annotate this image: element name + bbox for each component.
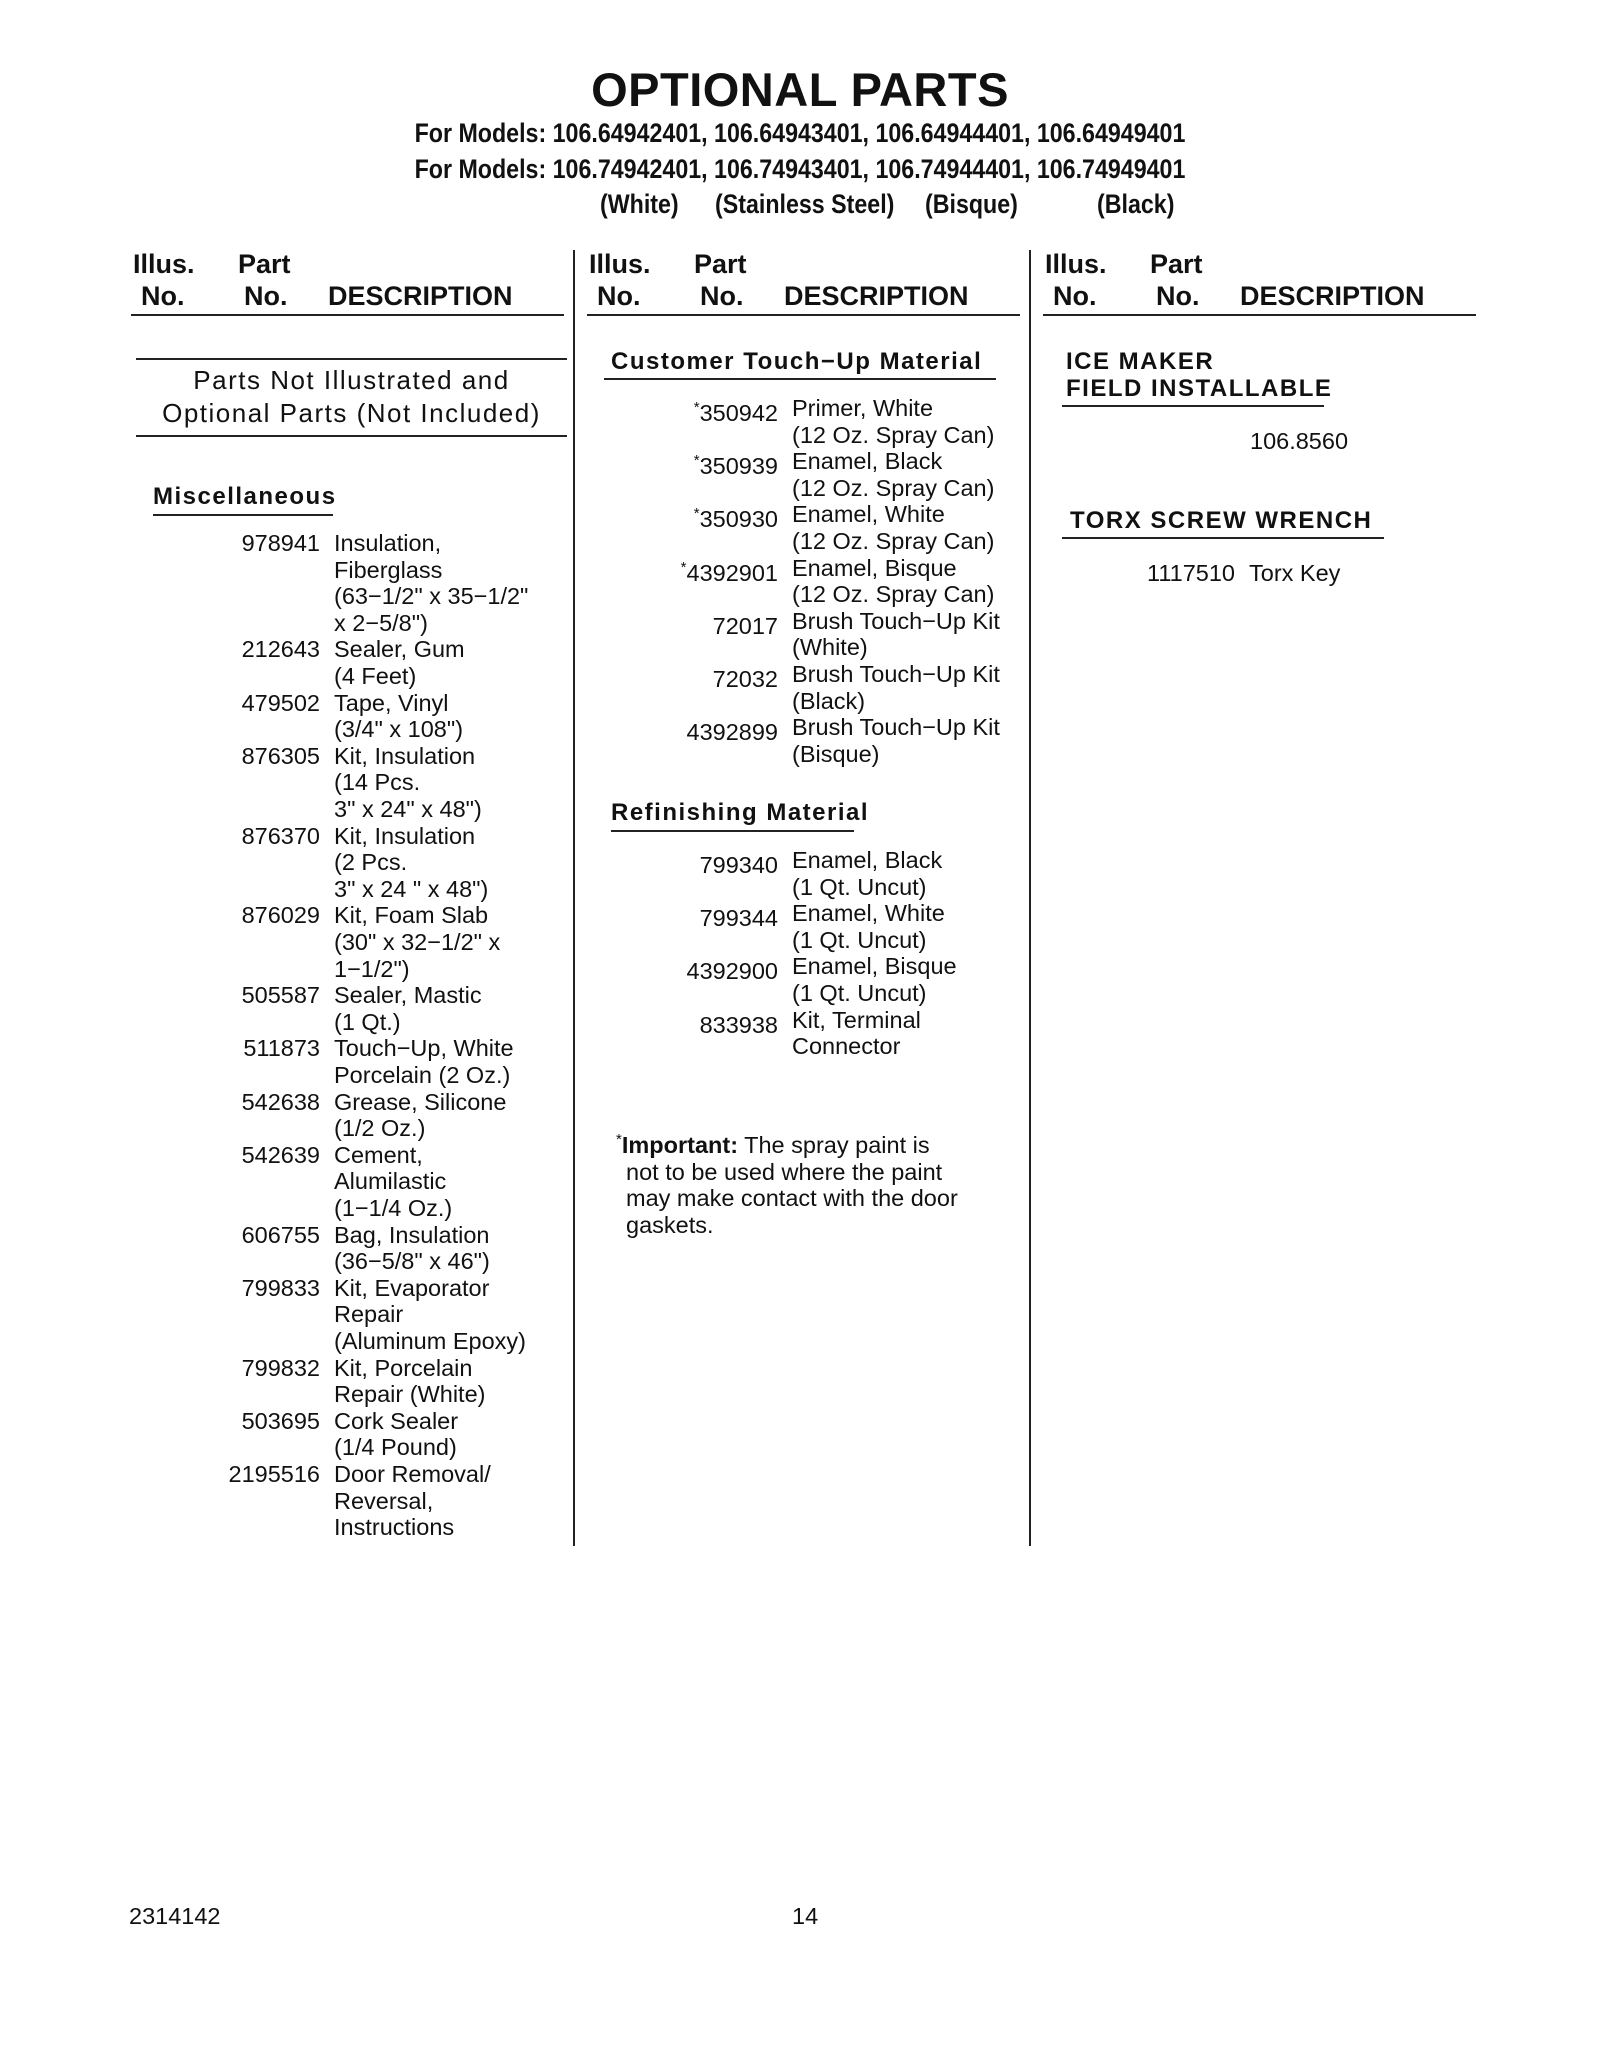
part-description — [334, 1142, 452, 1222]
asterisk-marker: * — [680, 558, 687, 576]
description-line: Door Removal/ — [334, 1461, 491, 1487]
description-line: Insulation, — [334, 530, 442, 556]
part-number-value: 505587 — [241, 982, 320, 1009]
description-line: Fiberglass — [334, 556, 443, 583]
models-line-2: For Models: 106.74942401, 106.74943401, 106.74944401, 106.74949401 — [414, 154, 1186, 184]
description-line: Repair (White) — [334, 1381, 486, 1408]
part-description — [334, 823, 488, 903]
description-line: (63−1/2" x 35−1/2" — [334, 583, 529, 610]
description-label: DESCRIPTION — [328, 281, 513, 311]
torx-wrench-heading: TORX SCREW WRENCH — [1070, 507, 1373, 534]
description-line: 3" x 24 " x 48") — [334, 875, 489, 902]
part-number — [242, 1408, 320, 1435]
description-line: (36−5/8" x 46") — [334, 1248, 490, 1275]
part-description — [792, 448, 994, 501]
part-number — [242, 1275, 320, 1302]
description-line: Enamel, Bisque — [792, 554, 957, 581]
document-number: 2314142 — [129, 1903, 221, 1929]
description-line: Brush Touch−Up Kit — [792, 714, 1000, 741]
part-number-value: 350942 — [699, 400, 778, 426]
description-line: (12 Oz. Spray Can) — [792, 421, 995, 448]
description-line: (12 Oz. Spray Can) — [792, 581, 995, 608]
description-line: Torx Key — [1249, 560, 1341, 586]
description-line: Porcelain (2 Oz.) — [334, 1061, 511, 1088]
part-number-value: 4392901 — [686, 559, 778, 586]
note-line-2: not to be used where the paint — [626, 1158, 943, 1185]
part-description — [334, 1408, 458, 1461]
finish-bisque: (Bisque) — [925, 189, 1018, 219]
part-number — [694, 501, 778, 533]
description-line: 1−1/2") — [334, 955, 410, 982]
part-number-value: 1117510 — [1147, 560, 1235, 586]
description-line: Brush Touch−Up Kit — [792, 661, 1000, 687]
boxed-title-top-rule — [136, 358, 567, 360]
important-note — [616, 1127, 958, 1238]
part-number — [700, 1007, 778, 1039]
description-line: Alumilastic — [334, 1168, 447, 1195]
illus-no-label: No. — [141, 281, 185, 311]
description-line: Kit, Foam Slab — [334, 902, 489, 929]
part-description — [334, 743, 482, 823]
part-number — [242, 1222, 320, 1249]
description-line: Enamel, White — [792, 900, 945, 927]
part-description — [334, 1089, 506, 1142]
miscellaneous-heading: Miscellaneous — [153, 483, 337, 510]
part-description — [334, 530, 528, 636]
part-description — [792, 555, 994, 608]
part-description — [334, 1035, 514, 1088]
touch-up-rule — [604, 378, 996, 380]
header-rule-3 — [1043, 314, 1476, 316]
description-line: Brush Touch−Up Kit — [792, 607, 1000, 634]
part-number-value: 799832 — [241, 1354, 320, 1381]
description-line: (1/2 Oz.) — [334, 1115, 426, 1142]
asterisk-marker: * — [693, 399, 700, 416]
part-description — [334, 1355, 485, 1408]
description-line: (30" x 32−1/2" x — [334, 928, 501, 955]
part-number-value: 350939 — [699, 453, 778, 480]
description-line: Enamel, Black — [792, 448, 943, 475]
description-line: Bag, Insulation — [334, 1221, 490, 1248]
description-line: (1 Qt. Uncut) — [792, 873, 927, 900]
column-divider-1 — [573, 250, 575, 1546]
part-description — [792, 501, 994, 554]
description-line: Tape, Vinyl — [334, 689, 449, 716]
description-line: Enamel, White — [792, 501, 945, 528]
ice-maker-heading-line-2: FIELD INSTALLABLE — [1066, 375, 1333, 402]
description-line: Kit, Insulation — [334, 822, 476, 849]
description-label: DESCRIPTION — [1240, 281, 1425, 311]
part-description — [792, 395, 994, 448]
description-line: Kit, Insulation — [334, 742, 476, 769]
description-line: Enamel, Bisque — [792, 953, 957, 980]
description-line: Sealer, Gum — [334, 636, 465, 663]
part-number — [242, 902, 320, 929]
miscellaneous-rule — [153, 514, 333, 516]
part-description — [334, 1461, 491, 1541]
not-illustrated-heading — [136, 364, 567, 430]
part-number-value: 503695 — [241, 1407, 320, 1434]
part-no-label: No. — [1156, 281, 1200, 311]
part-number — [242, 743, 320, 770]
description-line: Touch−Up, White — [334, 1035, 514, 1062]
asterisk-marker: * — [693, 505, 700, 523]
description-line: (1 Qt. Uncut) — [792, 979, 927, 1006]
description-line: (Black) — [792, 687, 866, 714]
not-illustrated-line-2: Optional Parts (Not Included) — [162, 398, 541, 428]
description-line: Instructions — [334, 1514, 455, 1541]
part-number — [1147, 560, 1235, 587]
part-number-value: 212643 — [241, 636, 320, 663]
description-line: (1−1/4 Oz.) — [334, 1194, 453, 1221]
description-line: (1/4 Pound) — [334, 1434, 457, 1461]
part-label: Part — [694, 249, 747, 279]
part-number-value: 542639 — [241, 1141, 320, 1168]
header-rule-1 — [131, 314, 564, 316]
part-number-value: 4392899 — [686, 719, 778, 746]
part-number — [242, 1142, 320, 1169]
part-number — [700, 847, 778, 879]
part-number — [687, 953, 779, 985]
illus-no-label: No. — [1053, 281, 1097, 311]
illus-label: Illus. — [589, 249, 651, 279]
description-line: (4 Feet) — [334, 662, 417, 689]
description-line: Kit, Terminal — [792, 1006, 921, 1033]
part-number — [713, 608, 778, 640]
description-line: Kit, Porcelain — [334, 1354, 473, 1381]
description-line: (White) — [792, 634, 868, 661]
page-title: OPTIONAL PARTS — [591, 63, 1009, 116]
ice-maker-heading-line-1: ICE MAKER — [1066, 348, 1215, 375]
description-label: DESCRIPTION — [784, 281, 969, 311]
description-line: Connector — [792, 1033, 901, 1060]
part-number-value: 2195516 — [228, 1461, 320, 1487]
description-line: (Aluminum Epoxy) — [334, 1327, 526, 1354]
part-description — [334, 982, 482, 1035]
part-number-value: 799344 — [699, 905, 778, 932]
description-line: Grease, Silicone — [334, 1088, 507, 1115]
part-number-value: 350930 — [699, 506, 778, 533]
finish-white: (White) — [600, 189, 679, 219]
part-number — [681, 555, 778, 587]
part-number-value: 72017 — [712, 612, 778, 639]
description-line: (12 Oz. Spray Can) — [792, 527, 995, 554]
note-line-3: may make contact with the door — [626, 1185, 958, 1212]
description-line: (Bisque) — [792, 740, 880, 767]
part-number — [687, 714, 779, 746]
part-number — [242, 1355, 320, 1382]
finish-black: (Black) — [1097, 189, 1175, 219]
part-number-value: 72032 — [712, 666, 778, 692]
ice-maker-part-no: 106.8560 — [1250, 428, 1349, 454]
part-description — [792, 714, 1000, 767]
part-number-value: 606755 — [241, 1221, 320, 1248]
part-number — [242, 530, 320, 557]
part-no-label: No. — [244, 281, 288, 311]
part-description — [792, 661, 1000, 714]
description-line: Primer, White — [792, 395, 934, 421]
finish-stainless-steel: (Stainless Steel) — [715, 189, 895, 219]
header-rule-2 — [587, 314, 1020, 316]
part-description — [792, 953, 957, 1006]
part-number — [713, 661, 778, 693]
description-line: (2 Pcs. — [334, 849, 408, 876]
part-number — [694, 395, 778, 427]
part-number-value: 542638 — [241, 1088, 320, 1115]
description-line: (3/4" x 108") — [334, 716, 464, 743]
note-text-1: The spray paint is — [738, 1132, 930, 1158]
note-line-1 — [616, 1127, 958, 1159]
description-line: x 2−5/8") — [334, 609, 428, 636]
description-line: Sealer, Mastic — [334, 982, 482, 1009]
description-line: (12 Oz. Spray Can) — [792, 474, 995, 501]
part-number-value: 799340 — [699, 852, 778, 878]
part-number — [229, 1461, 321, 1488]
ice-maker-heading — [1066, 348, 1332, 402]
boxed-title-bottom-rule — [136, 435, 567, 437]
asterisk-marker: * — [616, 1131, 622, 1148]
description-line: (1 Qt. Uncut) — [792, 926, 927, 953]
part-label: Part — [1150, 249, 1203, 279]
page-number: 14 — [792, 1903, 819, 1929]
part-number-value: 978941 — [241, 530, 320, 556]
part-number — [242, 690, 320, 717]
part-description — [334, 902, 500, 982]
note-label: Important: — [621, 1132, 739, 1158]
part-description — [1249, 560, 1340, 587]
note-line-4: gaskets. — [626, 1211, 714, 1238]
description-line: Cement, — [334, 1141, 423, 1168]
description-line: (14 Pcs. — [334, 769, 421, 796]
asterisk-marker: * — [693, 452, 700, 470]
description-line: Cork Sealer — [334, 1407, 459, 1434]
illus-label: Illus. — [133, 249, 195, 279]
part-description — [334, 690, 463, 743]
part-number-value: 876370 — [241, 822, 320, 849]
models-line-1: For Models: 106.64942401, 106.64943401, 106.64944401, 106.64949401 — [414, 118, 1186, 148]
part-number — [242, 636, 320, 663]
part-number — [242, 823, 320, 850]
part-number-value: 876029 — [241, 902, 320, 929]
description-line: 3" x 24" x 48") — [334, 795, 482, 822]
part-number-value: 876305 — [241, 742, 320, 769]
part-number-value: 833938 — [699, 1011, 778, 1038]
part-description — [792, 608, 1000, 661]
part-number-value: 479502 — [241, 689, 320, 716]
part-no-label: No. — [700, 281, 744, 311]
part-number — [694, 448, 778, 480]
not-illustrated-line-1: Parts Not Illustrated and — [193, 365, 510, 395]
part-description — [334, 636, 465, 689]
part-number-value: 511873 — [243, 1035, 320, 1062]
part-description — [792, 847, 942, 900]
part-number-value: 4392900 — [686, 958, 778, 985]
part-number — [700, 900, 778, 932]
description-line: Reversal, — [334, 1487, 434, 1514]
part-number — [242, 982, 320, 1009]
description-line: Kit, Evaporator — [334, 1274, 490, 1301]
part-description — [334, 1222, 490, 1275]
part-description — [792, 1007, 921, 1060]
part-number — [243, 1035, 320, 1062]
refinishing-heading: Refinishing Material — [611, 799, 870, 826]
description-line: Enamel, Black — [792, 847, 943, 873]
torx-wrench-rule — [1062, 537, 1384, 539]
part-description — [792, 900, 945, 953]
illus-no-label: No. — [597, 281, 641, 311]
part-label: Part — [238, 249, 291, 279]
refinishing-rule — [611, 830, 854, 832]
description-line: Repair — [334, 1301, 404, 1328]
column-divider-2 — [1029, 250, 1031, 1546]
part-number-value: 799833 — [241, 1274, 320, 1301]
ice-maker-rule — [1062, 405, 1324, 407]
touch-up-heading: Customer Touch−Up Material — [611, 348, 983, 375]
description-line: (1 Qt.) — [334, 1008, 401, 1035]
part-number — [242, 1089, 320, 1116]
illus-label: Illus. — [1045, 249, 1107, 279]
part-description — [334, 1275, 526, 1355]
